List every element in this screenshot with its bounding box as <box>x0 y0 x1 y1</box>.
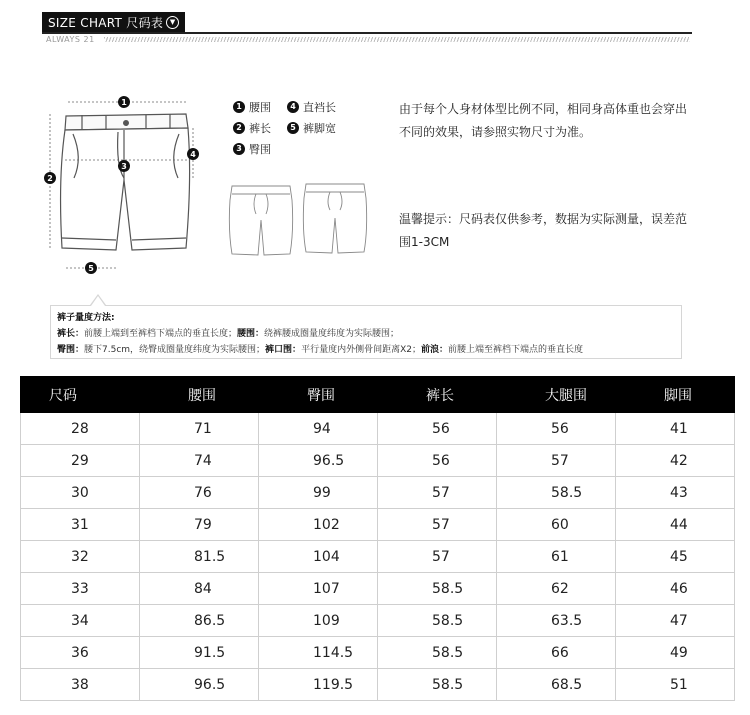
table-cell: 58.5 <box>378 637 497 669</box>
legend-label: 裤脚宽 <box>303 121 336 135</box>
svg-text:1: 1 <box>121 98 127 107</box>
table-cell: 36 <box>21 637 140 669</box>
table-cell: 84 <box>140 573 259 605</box>
legend-item-rise <box>287 99 341 115</box>
table-cell: 99 <box>259 477 378 509</box>
table-cell: 71 <box>140 413 259 445</box>
column-header: 尺码 <box>21 377 140 413</box>
table-cell: 56 <box>378 445 497 477</box>
table-cell: 81.5 <box>140 541 259 573</box>
table-cell: 33 <box>21 573 140 605</box>
method-value: 平行量度内外侧骨间距离X2； <box>301 345 421 355</box>
table-cell: 119.5 <box>259 669 378 701</box>
table-cell: 29 <box>21 445 140 477</box>
column-header: 臀围 <box>259 377 378 413</box>
table-row <box>21 605 735 637</box>
table-cell: 56 <box>497 413 616 445</box>
fit-note <box>399 98 687 144</box>
number-badge-icon: 5 <box>287 122 299 134</box>
table-cell: 66 <box>497 637 616 669</box>
table-cell: 109 <box>259 605 378 637</box>
svg-text:2: 2 <box>47 174 53 183</box>
note-line: 温馨提示：尺码表仅供参考，数据为实际测量，误差范 <box>399 212 688 226</box>
method-key: 裤口围： <box>265 345 302 355</box>
measurement-legend <box>233 96 341 159</box>
column-header: 脚围 <box>616 377 735 413</box>
table-cell: 31 <box>21 509 140 541</box>
table-row <box>21 413 735 445</box>
callout-notch-inner <box>91 296 105 306</box>
size-table <box>20 376 735 701</box>
number-badge-icon: 2 <box>233 122 245 134</box>
legend-label: 臀围 <box>249 142 271 156</box>
table-row <box>21 477 735 509</box>
table-cell: 41 <box>616 413 735 445</box>
note-line: 不同的效果，请参照实物尺寸为准。 <box>399 125 592 139</box>
table-cell: 74 <box>140 445 259 477</box>
shorts-measurement-diagram <box>38 88 213 278</box>
table-cell: 79 <box>140 509 259 541</box>
legend-label: 直裆长 <box>303 100 336 114</box>
header-hatch-decoration <box>104 37 690 42</box>
method-value: 前腰上端至裤档下端点的垂直长度 <box>447 345 583 355</box>
method-value: 绕裤腰成圈量度纬度为实际腰围； <box>264 329 400 339</box>
table-cell: 57 <box>378 477 497 509</box>
table-cell: 86.5 <box>140 605 259 637</box>
note-line: 围1-3CM <box>399 235 450 249</box>
table-cell: 47 <box>616 605 735 637</box>
table-cell: 60 <box>497 509 616 541</box>
table-cell: 30 <box>21 477 140 509</box>
table-cell: 58.5 <box>378 605 497 637</box>
method-key: 腰围： <box>237 329 265 339</box>
method-key: 裤长： <box>57 329 85 339</box>
brand-subtitle: ALWAYS 21 <box>46 35 95 44</box>
measurement-method-box <box>50 305 682 359</box>
table-row <box>21 669 735 701</box>
table-row <box>21 541 735 573</box>
table-cell: 28 <box>21 413 140 445</box>
table-row <box>21 509 735 541</box>
shorts-back-sketch <box>300 180 370 260</box>
table-cell: 34 <box>21 605 140 637</box>
header-rule <box>42 32 692 34</box>
table-cell: 49 <box>616 637 735 669</box>
table-cell: 45 <box>616 541 735 573</box>
number-badge-icon: 1 <box>233 101 245 113</box>
table-row <box>21 637 735 669</box>
table-cell: 44 <box>616 509 735 541</box>
table-cell: 46 <box>616 573 735 605</box>
table-cell: 42 <box>616 445 735 477</box>
title-text: SIZE CHART 尺码表 <box>48 15 164 30</box>
chevron-down-icon: ▼ <box>166 16 179 29</box>
table-cell: 114.5 <box>259 637 378 669</box>
table-cell: 96.5 <box>259 445 378 477</box>
table-cell: 91.5 <box>140 637 259 669</box>
method-value: 腰下7.5cm，绕臀成圈量度纬度为实际腰围； <box>84 345 266 355</box>
note-line: 由于每个人身材体型比例不同，相同身高体重也会穿出 <box>399 102 688 116</box>
measurement-tip <box>399 208 687 254</box>
legend-label: 裤长 <box>249 121 271 135</box>
table-cell: 107 <box>259 573 378 605</box>
table-header-row <box>21 377 735 413</box>
legend-item-length <box>233 120 287 136</box>
table-cell: 57 <box>378 509 497 541</box>
method-value: 前腰上端到至裤档下端点的垂直长度； <box>84 329 238 339</box>
table-cell: 76 <box>140 477 259 509</box>
method-key: 前浪： <box>420 345 448 355</box>
column-header: 裤长 <box>378 377 497 413</box>
table-cell: 51 <box>616 669 735 701</box>
svg-text:5: 5 <box>88 264 94 273</box>
table-cell: 38 <box>21 669 140 701</box>
table-cell: 68.5 <box>497 669 616 701</box>
table-cell: 94 <box>259 413 378 445</box>
number-badge-icon: 3 <box>233 143 245 155</box>
table-cell: 56 <box>378 413 497 445</box>
legend-item-hem <box>287 120 341 136</box>
table-cell: 32 <box>21 541 140 573</box>
legend-label: 腰围 <box>249 100 271 114</box>
table-cell: 102 <box>259 509 378 541</box>
table-cell: 61 <box>497 541 616 573</box>
table-cell: 57 <box>497 445 616 477</box>
method-title: 裤子量度方法: <box>57 313 115 323</box>
table-row <box>21 445 735 477</box>
legend-item-hip <box>233 141 287 157</box>
column-header: 大腿围 <box>497 377 616 413</box>
table-cell: 58.5 <box>378 573 497 605</box>
column-header: 腰围 <box>140 377 259 413</box>
size-chart-title <box>42 12 185 32</box>
shorts-front-sketch <box>226 180 296 260</box>
number-badge-icon: 4 <box>287 101 299 113</box>
table-cell: 58.5 <box>378 669 497 701</box>
method-key: 臀围： <box>57 345 85 355</box>
table-cell: 62 <box>497 573 616 605</box>
svg-text:3: 3 <box>121 162 127 171</box>
table-cell: 63.5 <box>497 605 616 637</box>
table-cell: 96.5 <box>140 669 259 701</box>
table-row <box>21 573 735 605</box>
svg-text:4: 4 <box>190 150 196 159</box>
table-cell: 58.5 <box>497 477 616 509</box>
legend-item-waist <box>233 99 287 115</box>
table-cell: 43 <box>616 477 735 509</box>
table-cell: 57 <box>378 541 497 573</box>
table-cell: 104 <box>259 541 378 573</box>
